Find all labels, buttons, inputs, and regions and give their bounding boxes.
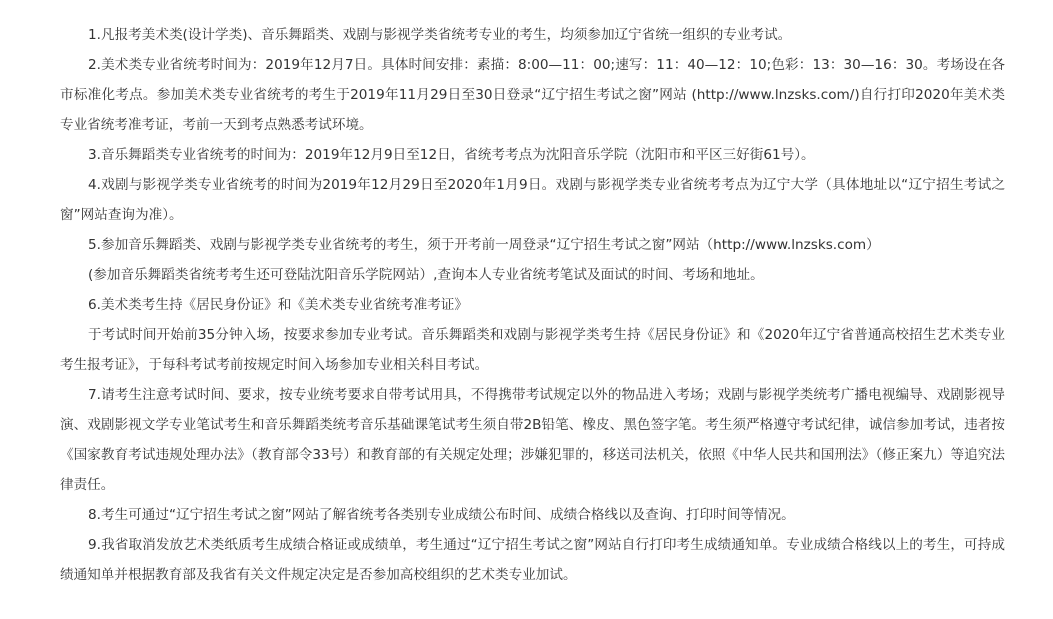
paragraph-1: 1.凡报考美术类(设计学类)、音乐舞蹈类、戏剧与影视学类省统考专业的考生，均须参加辽宁省统一组织的专业考试。 <box>88 27 792 43</box>
paragraph-6-continued: 于考试时间开始前35分钟入场，按要求参加专业考试。音乐舞蹈类和戏剧与影视学类考生持《居民身份证》和《2020年辽宁省普通高校招生艺术类专业考生报考证》，于每科考试考前按规定时间入场参加专业相关科目考试。 <box>60 327 1005 373</box>
paragraph-6: 6.美术类考生持《居民身份证》和《美术类专业省统考准考证》 <box>88 297 468 313</box>
paragraph-9: 9.我省取消发放艺术类纸质考生成绩合格证或成绩单，考生通过“辽宁招生考试之窗”网站自行打印考生成绩通知单。专业成绩合格线以上的考生，可持成绩通知单并根据教育部及我省有关文件规定决定是否参加高校组织的艺术类专业加试。 <box>60 537 1005 583</box>
paragraph-4: 4.戏剧与影视学类专业省统考的时间为2019年12月29日至2020年1月9日。戏剧与影视学类专业省统考考点为辽宁大学（具体地址以“辽宁招生考试之窗”网站查询为准）。 <box>60 177 1005 223</box>
paragraph-5-continued: (参加音乐舞蹈类省统考考生还可登陆沈阳音乐学院网站）,查询本人专业省统考笔试及面试的时间、考场和地址。 <box>88 267 764 283</box>
paragraph-3: 3.音乐舞蹈类专业省统考的时间为：2019年12月9日至12日，省统考考点为沈阳音乐学院（沈阳市和平区三好街61号）。 <box>88 147 815 163</box>
paragraph-8: 8.考生可通过“辽宁招生考试之窗”网站了解省统考各类别专业成绩公布时间、成绩合格线以及查询、打印时间等情况。 <box>88 507 795 523</box>
paragraph-2: 2.美术类专业省统考时间为：2019年12月7日。具体时间安排：素描：8:00—11：00;速写：11：40—12：10;色彩：13：30—16：30。考场设在各市标准化考点。参加美术类专业省统考的考生于2019年11月29日至30日登录“辽宁招生考试之窗”网站 (http://www.lnzsks.com/)自行打印2020年美术类专业省统考准考证，考前一天到考点熟悉考试环境。 <box>60 57 1005 133</box>
paragraph-7: 7.请考生注意考试时间、要求，按专业统考要求自带考试用具，不得携带考试规定以外的物品进入考场；戏剧与影视学类统考广播电视编导、戏剧影视导演、戏剧影视文学专业笔试考生和音乐舞蹈类统考音乐基础课笔试考生须自带2B铅笔、橡皮、黑色签字笔。考生须严格遵守考试纪律，诚信参加考试，违者按《国家教育考试违规处理办法》（教育部令33号）和教育部的有关规定处理；涉嫌犯罪的，移送司法机关，依照《中华人民共和国刑法》（修正案九）等追究法律责任。 <box>60 387 1005 493</box>
article-body <box>60 20 1005 590</box>
paragraph-5: 5.参加音乐舞蹈类、戏剧与影视学类专业省统考的考生，须于开考前一周登录“辽宁招生考试之窗”网站（http://www.lnzsks.com） <box>88 237 880 253</box>
